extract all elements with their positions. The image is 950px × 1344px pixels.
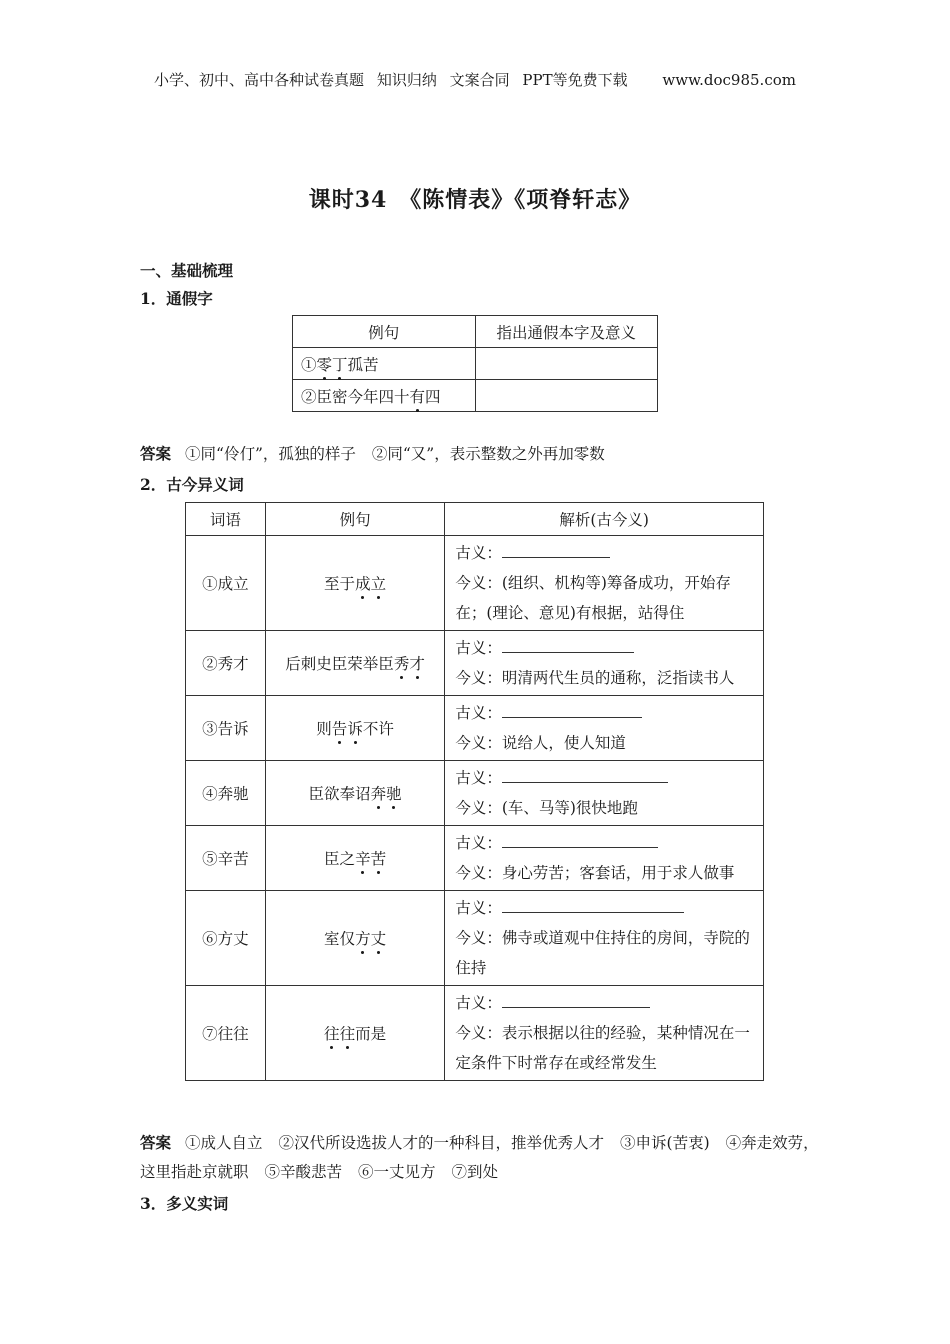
subheading-duoyi: 3．多义实词 bbox=[140, 1194, 229, 1213]
meaning-cell: 古义： 今义：佛寺或道观中住持住的房间，寺院的住持 bbox=[445, 891, 764, 986]
table-row bbox=[293, 380, 658, 412]
gujin-table bbox=[185, 502, 764, 1081]
answer-cell bbox=[475, 348, 657, 380]
table-row bbox=[186, 631, 764, 696]
table-header: 例句 bbox=[265, 503, 445, 536]
subheading-tongjiazi: 1．通假字 bbox=[140, 289, 213, 308]
header-text-4: PPT等免费下载 bbox=[522, 71, 628, 89]
table-row bbox=[293, 348, 658, 380]
table-header: 解析(古今义) bbox=[445, 503, 764, 536]
meaning-cell: 古义： 今义：(车、马等)很快地跑 bbox=[445, 761, 764, 826]
example-sentence: 至于成立 bbox=[265, 536, 445, 631]
page-header bbox=[0, 69, 950, 90]
example-sentence: 臣之辛苦 bbox=[265, 826, 445, 891]
header-text-2: 知识归纳 bbox=[376, 71, 437, 89]
answer-block-2 bbox=[140, 1128, 820, 1187]
header-text-3: 文案合同 bbox=[449, 71, 510, 89]
meaning-cell: 古义： 今义：明清两代生员的通称，泛指读书人 bbox=[445, 631, 764, 696]
answer-item: ①成人自立 bbox=[185, 1134, 263, 1152]
answer-item: ④奔走效劳，这里指赴京就职 bbox=[140, 1134, 819, 1181]
header-url: www.doc985.com bbox=[662, 71, 796, 89]
example-sentence: 往往而是 bbox=[265, 986, 445, 1081]
meaning-cell: 古义： 今义：表示根据以往的经验，某种情况在一定条件下时常存在或经常发生 bbox=[445, 986, 764, 1081]
answer-cell bbox=[475, 380, 657, 412]
table-header: 例句 bbox=[293, 316, 476, 348]
answer-item: ②汉代所设选拔人才的一种科目，推举优秀人才 bbox=[278, 1134, 605, 1152]
table-row bbox=[186, 826, 764, 891]
answer-label: 答案 bbox=[140, 444, 172, 463]
answer-item: ③申诉(苦衷) bbox=[620, 1134, 710, 1152]
table-header: 指出通假本字及意义 bbox=[475, 316, 657, 348]
answer-item: ②同“又”，表示整数之外再加零数 bbox=[371, 445, 605, 463]
header-text-1: 小学、初中、高中各种试卷真题 bbox=[154, 71, 365, 89]
answer-label: 答案 bbox=[140, 1133, 172, 1152]
answer-block-1 bbox=[140, 439, 820, 469]
subheading-gujin: 2．古今异义词 bbox=[140, 475, 244, 494]
meaning-cell: 古义： 今义：身心劳苦；客套话，用于求人做事 bbox=[445, 826, 764, 891]
meaning-cell: 古义： 今义：说给人，使人知道 bbox=[445, 696, 764, 761]
table-row bbox=[186, 761, 764, 826]
word-cell: ②秀才 bbox=[186, 631, 266, 696]
table-header: 词语 bbox=[186, 503, 266, 536]
example-sentence: 后刺史臣荣举臣秀才 bbox=[265, 631, 445, 696]
word-cell: ⑥方丈 bbox=[186, 891, 266, 986]
example-sentence: ②臣密今年四十有四 bbox=[293, 380, 476, 412]
example-sentence: ①零丁孤苦 bbox=[293, 348, 476, 380]
word-cell: ③告诉 bbox=[186, 696, 266, 761]
word-cell: ①成立 bbox=[186, 536, 266, 631]
section-heading-basics: 一、基础梳理 bbox=[140, 261, 234, 280]
answer-item: ⑥一丈见方 bbox=[358, 1163, 436, 1181]
answer-item: ①同“伶仃”，孤独的样子 bbox=[185, 445, 356, 463]
word-cell: ⑦往往 bbox=[186, 986, 266, 1081]
tongjiazi-table bbox=[292, 315, 658, 412]
word-cell: ④奔驰 bbox=[186, 761, 266, 826]
table-row bbox=[186, 536, 764, 631]
answer-item: ⑦到处 bbox=[451, 1163, 499, 1181]
word-cell: ⑤辛苦 bbox=[186, 826, 266, 891]
table-row bbox=[186, 696, 764, 761]
answer-item: ⑤辛酸悲苦 bbox=[264, 1163, 343, 1181]
page-title: 课时34 《陈情表》《项脊轩志》 bbox=[308, 187, 642, 213]
example-sentence: 室仅方丈 bbox=[265, 891, 445, 986]
example-sentence: 则告诉不许 bbox=[265, 696, 445, 761]
example-sentence: 臣欲奉诏奔驰 bbox=[265, 761, 445, 826]
table-row bbox=[186, 986, 764, 1081]
table-row bbox=[186, 891, 764, 986]
meaning-cell: 古义： 今义：(组织、机构等)筹备成功，开始存在；(理论、意见)有根据，站得住 bbox=[445, 536, 764, 631]
